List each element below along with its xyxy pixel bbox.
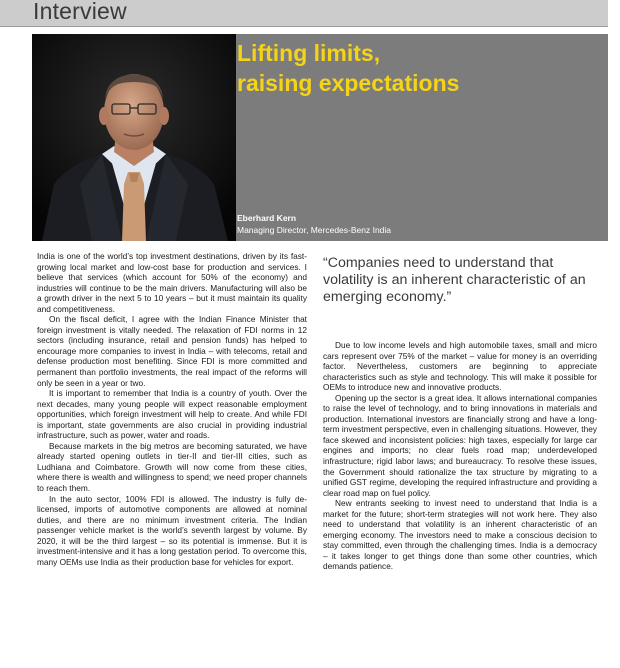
paragraph: In the auto sector, 100% FDI is allowed. The industry is fully de-licensed, imports of automotive components are allowed at nominal duties, and there are no minimum investment criteria. The Indian passenger vehicle market is the world’s seventh largest by volume. By 2020, it will be the third largest – so its potential is immense. But it is investment-intensive and it has a long gestation period. To overcome this, many OEMs use India as their production base for vehicles for export. [37,493,307,567]
hero-panel [32,34,608,241]
paragraph: New entrants seeking to invest need to understand that India is a market for the future; short-term strategies will not work here. They also need to understand that volatility is an inherent characteristic of an emerging economy. The investors need to make a conscious decision to stay committed, even through the challenging times. India is a democracy – it takes longer to get things done than some other countries, which demands patience. [323,498,597,572]
paragraph: Due to low income levels and high automobile taxes, small and micro cars represent over 75% of the market – value for money is an overriding factor. Nevertheless, customers are beginning to appreciate characteristics such as style and technology. This will make it possible for OEMs to introduce new and innovative products. [323,340,597,393]
paragraph: Because markets in the big metros are becoming saturated, we have already started opening outlets in tier-II and tier-III cities, such as Ludhiana and Coimbatore. Growth will now come from these cities, where there is wealth and willingness to spend; we need proper channels to reach them. [37,440,307,494]
paragraph: Opening up the sector is a great idea. It allows international companies to raise the level of technology, and to bring innovations in materials and production. International investors are financially strong and have a long-term investment perspective, even in challenging situations. However, they face skewed and inconsistent policies: high taxes, especially for large car engines and imports; no clear fuels road map; underdeveloped infrastructure; rigid labor laws; and bureaucracy. To resolve these issues, the Government should rationalize the tax structure by migrating to a unified GST regime, developing the required infrastructure and providing a clear road map on fuel policy. [323,392,597,498]
section-label: Interview [33,0,127,24]
person-title: Managing Director, Mercedes-Benz India [237,225,392,235]
section-header-bar [0,0,608,27]
paragraph: On the fiscal deficit, I agree with the Indian Finance Minister that foreign investment is vitally needed. The relaxation of FDI norms in 12 sectors (including insurance, retail and pension funds) has helped to encourage more companies to invest in India – with telecoms, retail and defense production most benefiting. Since FDI is more committed and permanent than portfolio investments, the real impact of the reforms will only be seen in a year or two. [37,314,307,388]
pull-quote: “Companies need to understand that volatility is an inherent characteristic of an emerging economy.” [323,255,586,305]
headline [237,38,597,98]
paragraph: It is important to remember that India is a country of youth. Over the next decades, many young people will expect reasonable employment opportunities, which foreign investment will help to create. And while FDI is important, state governments are also crucial in providing industrial infrastructure, such as power, water and roads. [37,388,307,441]
headline-line-2: raising expectations [237,70,460,96]
portrait-illustration [32,34,236,241]
person-name: Eberhard Kern [237,213,297,223]
left-column [37,251,307,567]
paragraph: India is one of the world’s top investment destinations, driven by its fast-growing local market and low-cost base for production and services. I believe that services (which account for 50% of the economy) and industries will continue to be the main drivers. Manufacturing will also be a growth driver in the next 5 to 10 years – but it must maintain its quality and competitiveness. [37,251,307,314]
portrait-photo [32,34,236,241]
headline-line-1: Lifting limits, [237,40,381,66]
right-column [323,340,597,572]
